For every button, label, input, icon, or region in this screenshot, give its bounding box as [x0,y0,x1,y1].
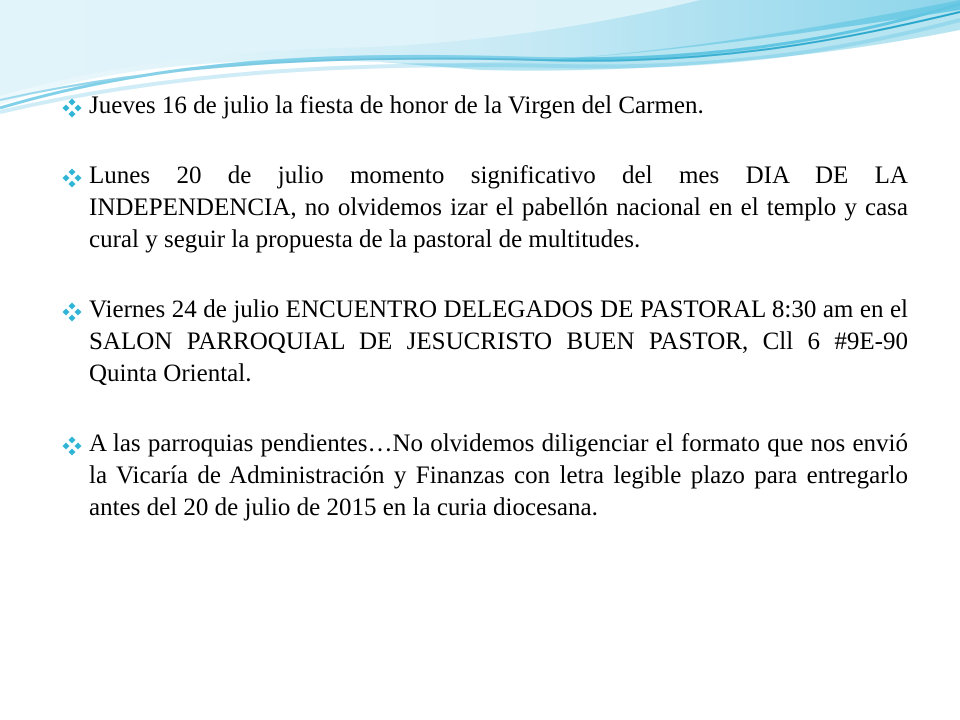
bullet-item [62,160,908,256]
diamond-dots-icon [62,436,82,456]
bullet-text: Viernes 24 de julio ENCUENTRO DELEGADOS DE PASTORAL 8:30 am en el SALON PARROQUIAL DE JESUCRISTO BUEN PASTOR, Cll 6 #9E-90 Quinta Oriental. [89,296,908,387]
bullet-item [62,294,908,390]
diamond-dots-icon [62,98,82,118]
bullet-item [62,90,908,122]
bullet-list [62,90,908,562]
bullet-text: Lunes 20 de julio momento significativo del mes DIA DE LA INDEPENDENCIA, no olvidemos izar el pabellón nacional en el templo y casa cural y seguir la propuesta de la pastoral de multitudes. [89,162,908,253]
bullet-text: A las parroquias pendientes…No olvidemos diligenciar el formato que nos envió la Vicaría de Administración y Finanzas con letra legible plazo para entregarlo antes del 20 de julio de 2015 en la curia diocesana. [89,430,908,521]
bullet-text: Jueves 16 de julio la fiesta de honor de la Virgen del Carmen. [89,92,704,119]
diamond-dots-icon [62,302,82,322]
bullet-item [62,428,908,524]
diamond-dots-icon [62,168,82,188]
